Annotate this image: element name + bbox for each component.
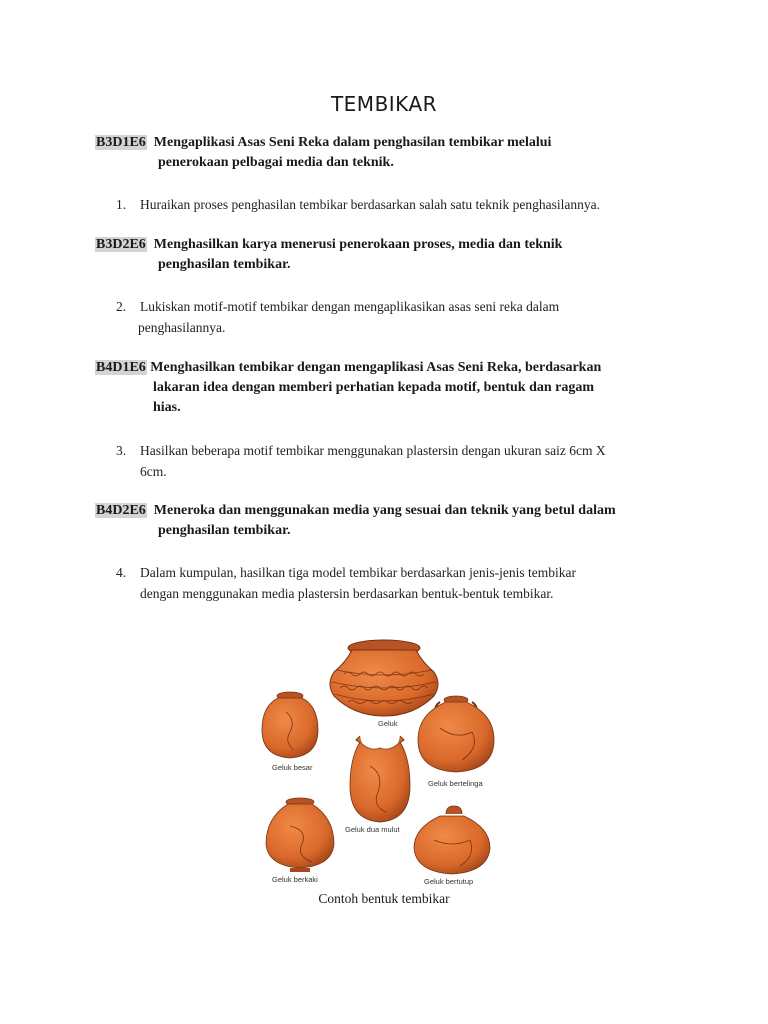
question-text-line1: Dalam kumpulan, hasilkan tiga model tembikar berdasarkan jenis-jenis tembikar [140, 565, 576, 580]
question-4 [116, 562, 700, 604]
standard-text-line1: Menghasilkan tembikar dengan mengaplikasi Asas Seni Reka, berdasarkan [150, 360, 602, 375]
question-2 [116, 296, 700, 338]
standard-b3d1e6 [95, 133, 551, 173]
question-text: Huraikan proses penghasilan tembikar berdasarkan salah satu teknik penghasilannya. [140, 197, 600, 212]
standard-b3d2e6 [95, 235, 562, 275]
figure-caption: Contoh bentuk tembikar [318, 891, 450, 906]
standard-text-line2: penghasilan tembikar. [158, 257, 291, 272]
question-text-line2: dengan menggunakan media plastersin berdasarkan bentuk-bentuk tembikar. [140, 586, 554, 601]
pot-geluk-besar [262, 692, 318, 758]
standard-code: B3D2E6 [96, 237, 146, 252]
pot-geluk-berkaki [266, 798, 334, 872]
pot-geluk-dua-mulut [350, 736, 410, 822]
standard-text-line3: hias. [153, 400, 181, 415]
standard-text-line1: Meneroka dan menggunakan media yang sesuai dan teknik yang betul dalam [153, 503, 616, 518]
standard-code: B3D1E6 [96, 135, 146, 150]
standard-text-line1: Mengaplikasi Asas Seni Reka dalam penghasilan tembikar melalui [153, 135, 552, 150]
standard-text-line2: penerokaan pelbagai media dan teknik. [158, 155, 394, 170]
label-geluk: Geluk [378, 719, 398, 728]
question-text-line1: Lukiskan motif-motif tembikar dengan mengaplikasikan asas seni reka dalam [140, 299, 560, 314]
standard-text-line2: penghasilan tembikar. [158, 523, 291, 538]
question-number: 3. [116, 443, 127, 458]
question-3 [116, 440, 700, 482]
pot-geluk-bertelinga [418, 696, 494, 772]
label-geluk-dua-mulut: Geluk dua mulut [345, 825, 400, 834]
question-number: 2. [116, 299, 127, 314]
pot-geluk [330, 640, 438, 716]
question-text-line1: Hasilkan beberapa motif tembikar menggunakan plastersin dengan ukuran saiz 6cm X [140, 443, 606, 458]
label-geluk-bertutup: Geluk bertutup [424, 877, 474, 886]
question-text-line2: penghasilannya. [138, 320, 226, 335]
question-number: 1. [116, 197, 127, 212]
label-geluk-besar: Geluk besar [272, 763, 313, 772]
standard-b4d2e6 [95, 501, 616, 541]
question-number: 4. [116, 565, 127, 580]
pottery-illustration [250, 636, 510, 888]
question-1 [116, 194, 700, 215]
page-title: TEMBIKAR [330, 92, 438, 116]
label-geluk-bertelinga: Geluk bertelinga [428, 779, 483, 788]
standard-code: B4D2E6 [96, 503, 146, 518]
standard-text-line2: lakaran idea dengan memberi perhatian kepada motif, bentuk dan ragam [153, 380, 595, 395]
standard-code: B4D1E6 [96, 360, 146, 375]
pot-geluk-bertutup [414, 806, 490, 874]
standard-b4d1e6 [95, 358, 601, 418]
question-text-line2: 6cm. [140, 464, 167, 479]
standard-text-line1: Menghasilkan karya menerusi penerokaan proses, media dan teknik [153, 237, 563, 252]
label-geluk-berkaki: Geluk berkaki [272, 875, 318, 884]
